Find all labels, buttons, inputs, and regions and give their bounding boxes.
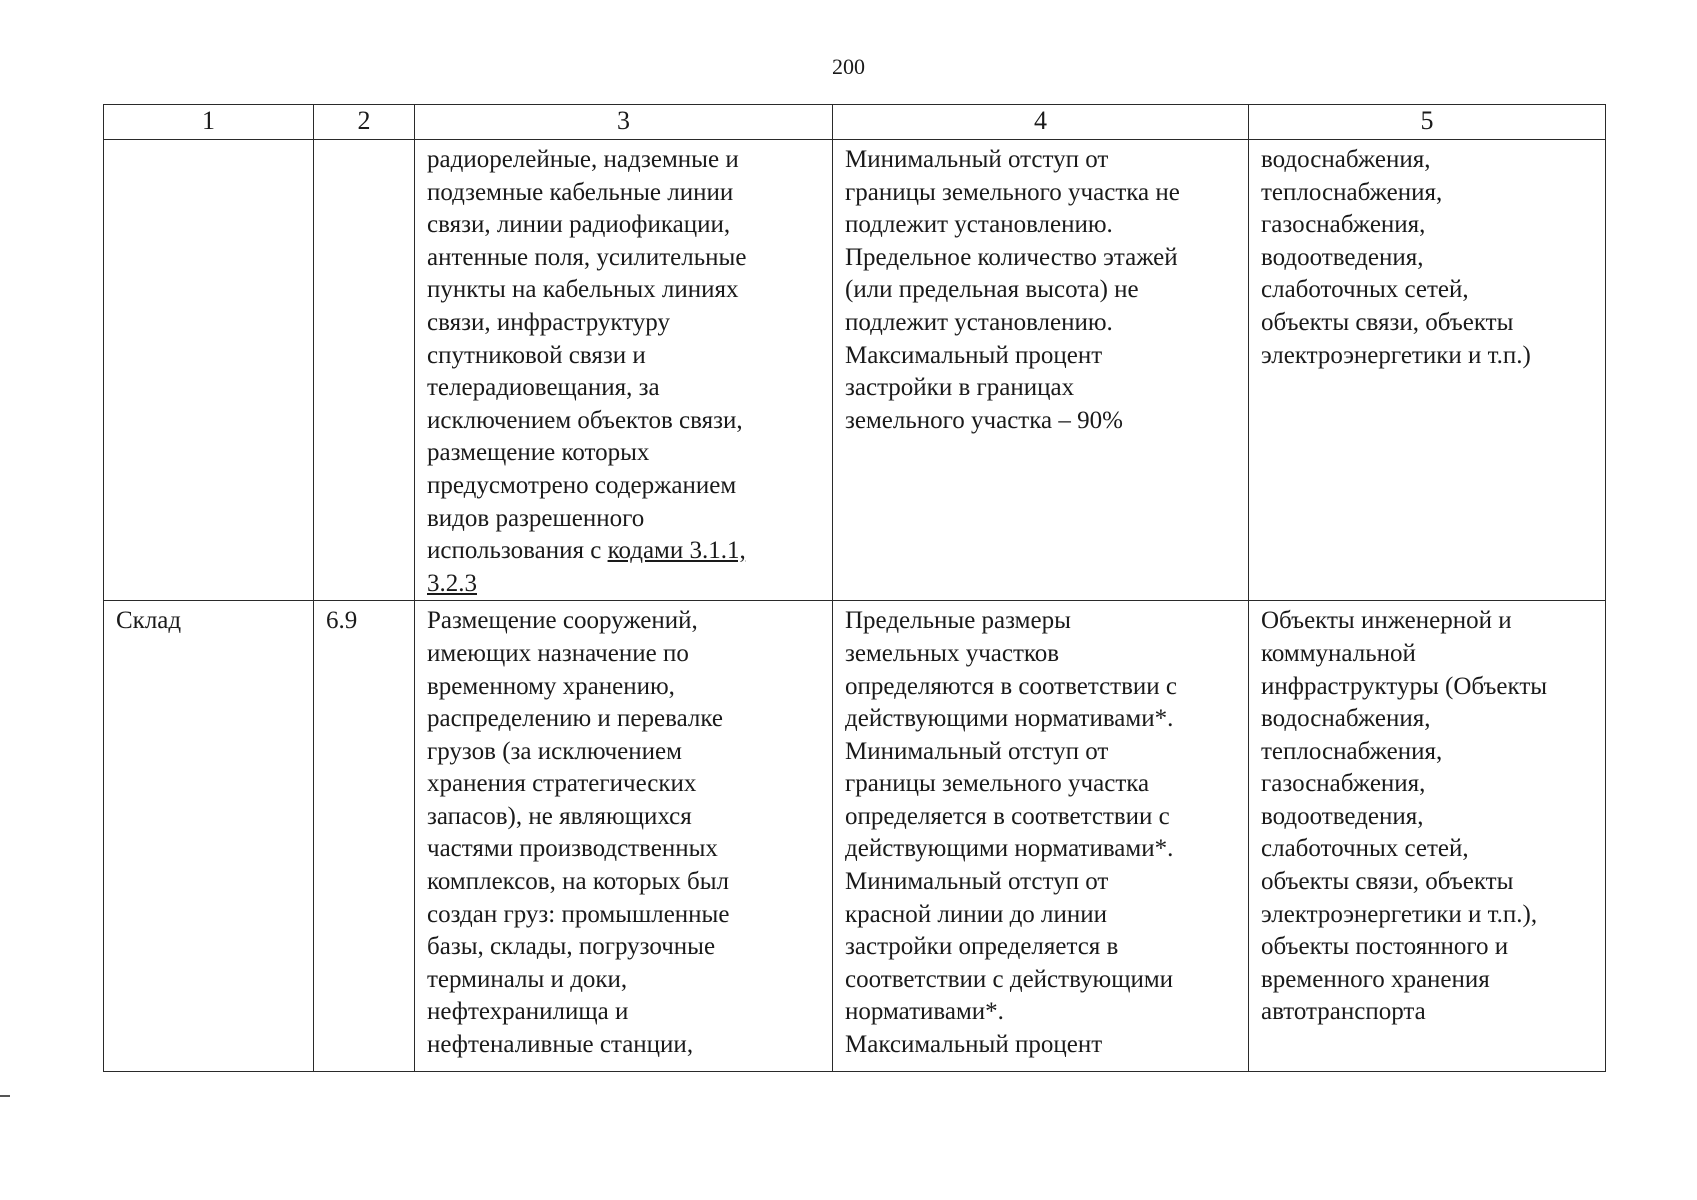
page-number: 200	[832, 54, 865, 79]
codes-reference-link[interactable]: кодами 3.1.1, 3.2.3	[427, 537, 746, 597]
cell-text: Минимальный отступ от границы земельного участка не подлежит установлению. Предельное количество этажей (или предельная высота) не подлежит установлению. Максимальный процент застройки в границах земельного участка – 90%	[845, 146, 1180, 434]
cell-use-code	[314, 140, 415, 601]
table-row	[104, 140, 1606, 601]
column-header-2: 2	[314, 105, 415, 140]
column-header-4: 4	[833, 105, 1249, 140]
table-row	[104, 601, 1606, 1072]
cell-use-code	[314, 601, 415, 1072]
cell-text: Предельные размеры земельных участков определяются в соответствии с действующими нормативами*. Минимальный отступ от границы земельного участка определяется в соответствии с действующими нормативами*. Минимальный отступ от красной линии до линии застройки определяется в соответствии с действующими нормативами*. Максимальный процент	[845, 607, 1178, 1059]
cell-text: 6.9	[326, 607, 358, 635]
cell-auxiliary-uses	[1249, 601, 1606, 1072]
cell-text: Объекты инженерной и коммунальной инфраструктуры (Объекты водоснабжения, теплоснабжения, газоснабжения, водоотведения, слаботочных сетей, объекты связи, объекты электроэнергетики и т.п.), объекты постоянного и временного хранения автотранспорта	[1261, 607, 1548, 1026]
margin-mark	[0, 1095, 10, 1097]
column-header-1: 1	[104, 105, 314, 140]
cell-text: Размещение сооружений, имеющих назначение по временному хранению, распределению и перевалке грузов (за исключением хранения стратегических запасов), не являющихся частями производственных комплексов, на которых был создан груз: промышленные базы, склады, погрузочные терминалы и доки, нефтехранилища и нефтеналивные станции,	[427, 607, 730, 1059]
cell-auxiliary-uses	[1249, 140, 1606, 601]
zoning-regulations-table	[103, 104, 1606, 1072]
cell-use-name	[104, 140, 314, 601]
cell-parameters	[833, 601, 1249, 1072]
cell-parameters	[833, 140, 1249, 601]
cell-use-name	[104, 601, 314, 1072]
cell-use-description	[415, 140, 833, 601]
cell-use-description	[415, 601, 833, 1072]
cell-text: Склад	[116, 607, 182, 635]
cell-text: водоснабжения, теплоснабжения, газоснабжения, водоотведения, слаботочных сетей, объекты связи, объекты электроэнергетики и т.п.)	[1261, 146, 1531, 369]
column-header-3: 3	[415, 105, 833, 140]
cell-text: радиорелейные, надземные и подземные кабельные линии связи, линии радиофикации, антенные поля, усилительные пункты на кабельных линиях связи, инфраструктуру спутниковой связи и телерадиовещания, за исключением объектов связи, размещение которых предусмотрено содержанием видов разрешенного использования с	[427, 146, 747, 565]
column-header-5: 5	[1249, 105, 1606, 140]
table-header-row	[104, 105, 1606, 140]
